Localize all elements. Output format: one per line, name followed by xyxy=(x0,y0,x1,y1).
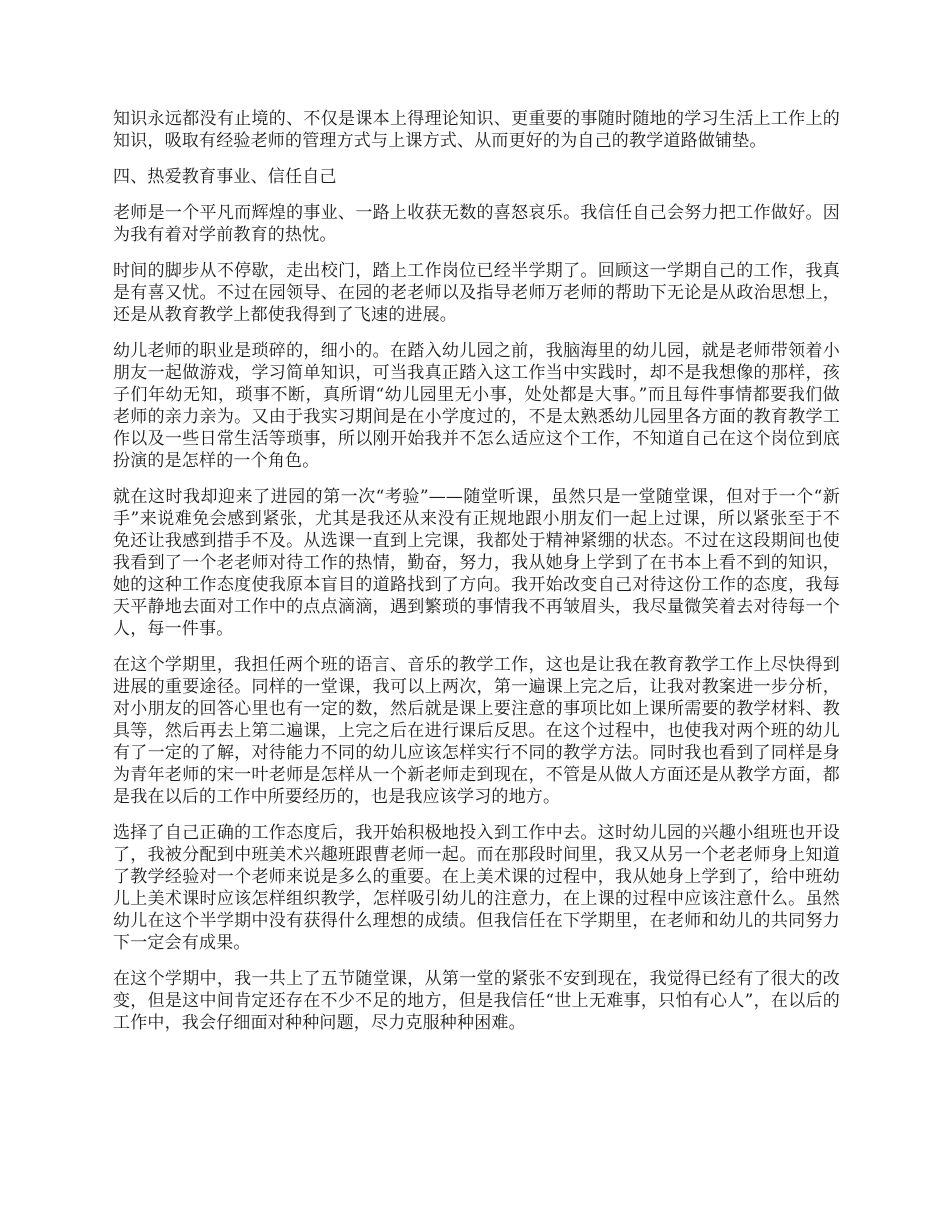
paragraph-half-semester: 时间的脚步从不停歇，走出校门，踏上工作岗位已经半学期了。回顾这一学期自己的工作，我真是有喜又忧。不过在园领导、在园的老老师以及指导老师万老师的帮助下无论是从政治思想上，还是从教育教学上都使我得到了飞速的进展。 xyxy=(113,261,840,325)
paragraph-knowledge: 知识永远都没有止境的、不仅是课本上得理论知识、更重要的事随时随地的学习生活上工作上的知识，吸取有经验老师的管理方式与上课方式、从而更好的为自己的教学道路做铺垫。 xyxy=(113,109,840,151)
document-body xyxy=(113,108,840,1048)
paragraph-art-interest-class: 选择了自己正确的工作态度后，我开始积极地投入到工作中去。这时幼儿园的兴趣小组班也开设了，我被分配到中班美术兴趣班跟曹老师一起。而在那段时间里，我又从另一个老老师身上知道了教学经验对一个老师来说是多么的重要。在上美术课的过程中，我从她身上学到了，给中班幼儿上美术课时应该怎样组织教学，怎样吸引幼儿的注意力，在上课的过程中应该注意什么。虽然幼儿在这个半学期中没有获得什么理想的成绩。但我信任在下学期里，在老师和幼儿的共同努力下一定会有成果。 xyxy=(113,823,840,953)
paragraph-first-test: 就在这时我却迎来了进园的第一次“考验”——随堂听课，虽然只是一堂随堂课，但对于一个“新手”来说难免会感到紧张，尤其是我还从来没有正规地跟小朋友们一起上过课，所以紧张至于不免还让我感到措手不及。从选课一直到上完课，我都处于精神紧绷的状态。不过在这段期间也使我看到了一个老老师对待工作的热情，勤奋，努力，我从她身上学到了在书本上看不到的知识，她的这种工作态度使我原本盲目的道路找到了方向。我开始改变自己对待这份工作的态度，我每天平静地去面对工作中的点点滴滴，遇到繁琐的事情我不再皱眉头，我尽量微笑着去对待每一个人，每一件事。 xyxy=(113,487,840,639)
paragraph-teacher-career: 老师是一个平凡而辉煌的事业、一路上收获无数的喜怒哀乐。我信任自己会努力把工作做好。因为我有着对学前教育的热忱。 xyxy=(113,203,840,245)
section-heading-4: 四、热爱教育事业、信任自己 xyxy=(113,167,337,187)
paragraph-teaching-duties: 在这个学期里，我担任两个班的语言、音乐的教学工作，这也是让我在教育教学工作上尽快得到进展的重要途径。同样的一堂课，我可以上两次，第一遍课上完之后，让我对教案进一步分析，对小朋友的回答心里也有一定的数，然后就是课上要注意的事项比如上课所需要的教学材料、教具等，然后再去上第二遍课，上完之后在进行课后反思。在这个过程中，也使我对两个班的幼儿有了一定的了解，对待能力不同的幼儿应该怎样实行不同的教学方法。同时我也看到了同样是身为青年老师的宋一叶老师是怎样从一个新老师走到现在，不管是从做人方面还是从教学方面，都是我在以后的工作中所要经历的，也是我应该学习的地方。 xyxy=(113,655,840,807)
paragraph-kindergarten-work: 幼儿老师的职业是琐碎的，细小的。在踏入幼儿园之前，我脑海里的幼儿园，就是老师带领着小朋友一起做游戏，学习简单知识，可当我真正踏入这工作当中实践时，却不是我想像的那样，孩子们年幼无知，琐事不断，真所谓“幼儿园里无小事，处处都是大事。”而且每件事情都要我们做老师的亲力亲为。又由于我实习期间是在小学度过的，不是太熟悉幼儿园里各方面的教育教学工作以及一些日常生活等琐事，所以刚开始我并不怎么适应这个工作，不知道自己在这个岗位到底扮演的是怎样的一个角色。 xyxy=(113,341,840,471)
paragraph-summary: 在这个学期中，我一共上了五节随堂课，从第一堂的紧张不安到现在，我觉得已经有了很大的改变，但是这中间肯定还存在不少不足的地方，但是我信任“世上无难事，只怕有心人”，在以后的工作中，我会仔细面对种种问题，尽力克服种种困难。 xyxy=(113,969,840,1033)
